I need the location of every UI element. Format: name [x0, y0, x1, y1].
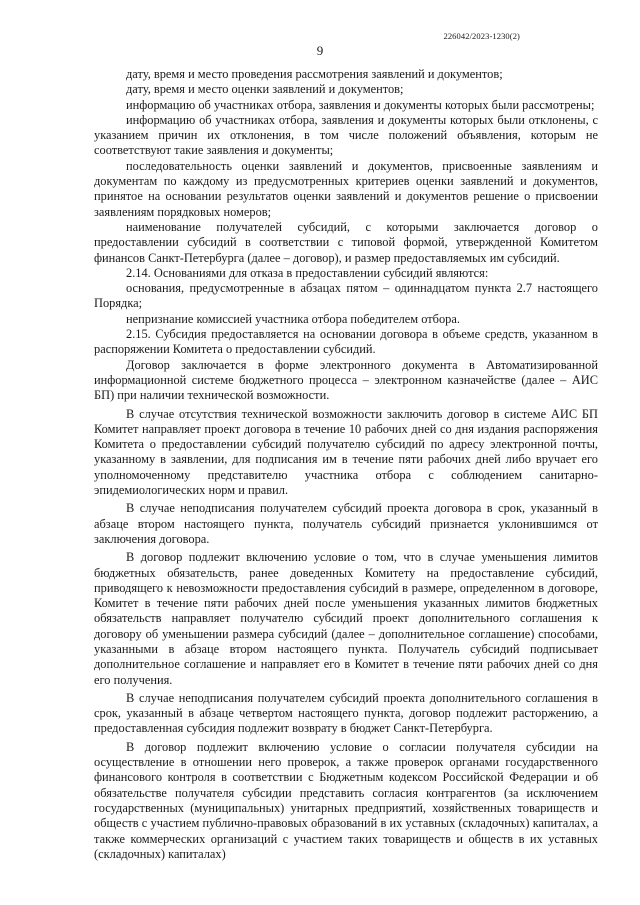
paragraph-evaluation-sequence: последовательность оценки заявлений и документов, присвоенные заявлениям и документам по каждому из предусмотренных критериев оценки заявлений и документов, принятое на основании результатов оценки заявлений и документов решение о присвоении заявлениям порядковых номеров; — [94, 158, 598, 219]
paragraph-2-14: 2.14. Основаниями для отказа в предоставлении субсидий являются: — [126, 265, 489, 280]
paragraph-not-winner: непризнание комиссией участника отбора победителем отбора. — [126, 311, 460, 326]
paragraph-recipients: наименование получателей субсидий, с которыми заключается договор о предоставлении субсидий в соответствии с типовой формой, утвержденной Комитетом финансов Санкт-Петербурга (далее – договор), и размер предоставляемых им субсидий. — [94, 219, 598, 265]
paragraph-no-technical-possibility: В случае отсутствия технической возможности заключить договор в системе АИС БП Комитет направляет проект договора в течение 10 рабочих дней со дня издания распоряжения Комитета о предоставлении субсидий получателю субсидий по адресу электронной почты, указанному в заявлении, для подписания им в течение пяти рабочих дней либо вручает его уполномоченному представителю участника отбора с соблюдением санитарно-эпидемиологических норм и правил. — [94, 406, 598, 498]
paragraph-rejected-participants: информацию об участниках отбора, заявления и документы которых были отклонены, с указанием причин их отклонения, в том числе положений объявления, которым не соответствуют такие заявления и документы; — [94, 112, 598, 158]
paragraph-refusal-grounds: основания, предусмотренные в абзацах пятом – одиннадцатом пункта 2.7 настоящего Порядка; — [94, 281, 598, 311]
paragraph-inspections-consent: В договор подлежит включению условие о согласии получателя субсидии на осуществление в отношении него проверок, а также проверок органами государственного финансового контроля в соответствии с Бюджетным кодексом Российской Федерации и об обязательстве получателя субсидии представить согласия контрагентов (за исключением государственных (муниципальных) унитарных предприятий, хозяйственных товариществ и обществ с участием публично-правовых образований в их уставных (складочных) капиталах, а также коммерческих организаций с участием таких товариществ и обществ в их уставных (складочных) капиталах) — [94, 739, 598, 861]
page-number: 9 — [316, 43, 324, 58]
paragraph-limits-reduction: В договор подлежит включению условие о том, что в случае уменьшения лимитов бюджетных обязательств, ранее доведенных Комитету на предоставление субсидий, приводящего к невозможности предоставления субсидий в размере, определенном в договоре, Комитет в течение пяти рабочих дней после уменьшения указанных лимитов бюджетных обязательств направляет получателю субсидий проект дополнительного соглашения к договору об уменьшении размера субсидий (далее – дополнительное соглашение) способами, указанными в абзаце втором настоящего пункта. Получатель субсидий подписывает дополнительное соглашение и направляет его в Комитет в течение пяти рабочих дней со дня его получения. — [94, 550, 598, 687]
paragraph-review-date: дату, время и место проведения рассмотрения заявлений и документов; — [126, 67, 503, 81]
paragraph-evaluation-date: дату, время и место оценки заявлений и документов; — [126, 82, 404, 97]
document-body — [94, 67, 598, 862]
paragraph-electronic-contract: Договор заключается в форме электронного документа в Автоматизированной информационной системе бюджетного процесса – электронном казначействе (далее – АИС БП) при наличии технической возможности. — [94, 357, 598, 403]
paragraph-2-15: 2.15. Субсидия предоставляется на основании договора в объеме средств, указанном в распоряжении Комитета о предоставлении субсидий. — [94, 327, 598, 357]
paragraph-reviewed-participants: информацию об участниках отбора, заявления и документы которых были рассмотрены; — [126, 97, 595, 112]
paragraph-unsigned-contract: В случае неподписания получателем субсидий проекта договора в срок, указанный в абзаце втором настоящего пункта, получатель субсидий признается уклонившимся от заключения договора. — [94, 501, 598, 546]
document-id: 226042/2023-1230(2) — [443, 31, 520, 41]
paragraph-unsigned-supplement: В случае неподписания получателем субсидий проекта дополнительного соглашения в срок, указанный в абзаце четвертом настоящего пункта, договор подлежит расторжению, а предоставленная субсидия подлежит возврату в бюджет Санкт-Петербурга. — [94, 690, 598, 736]
